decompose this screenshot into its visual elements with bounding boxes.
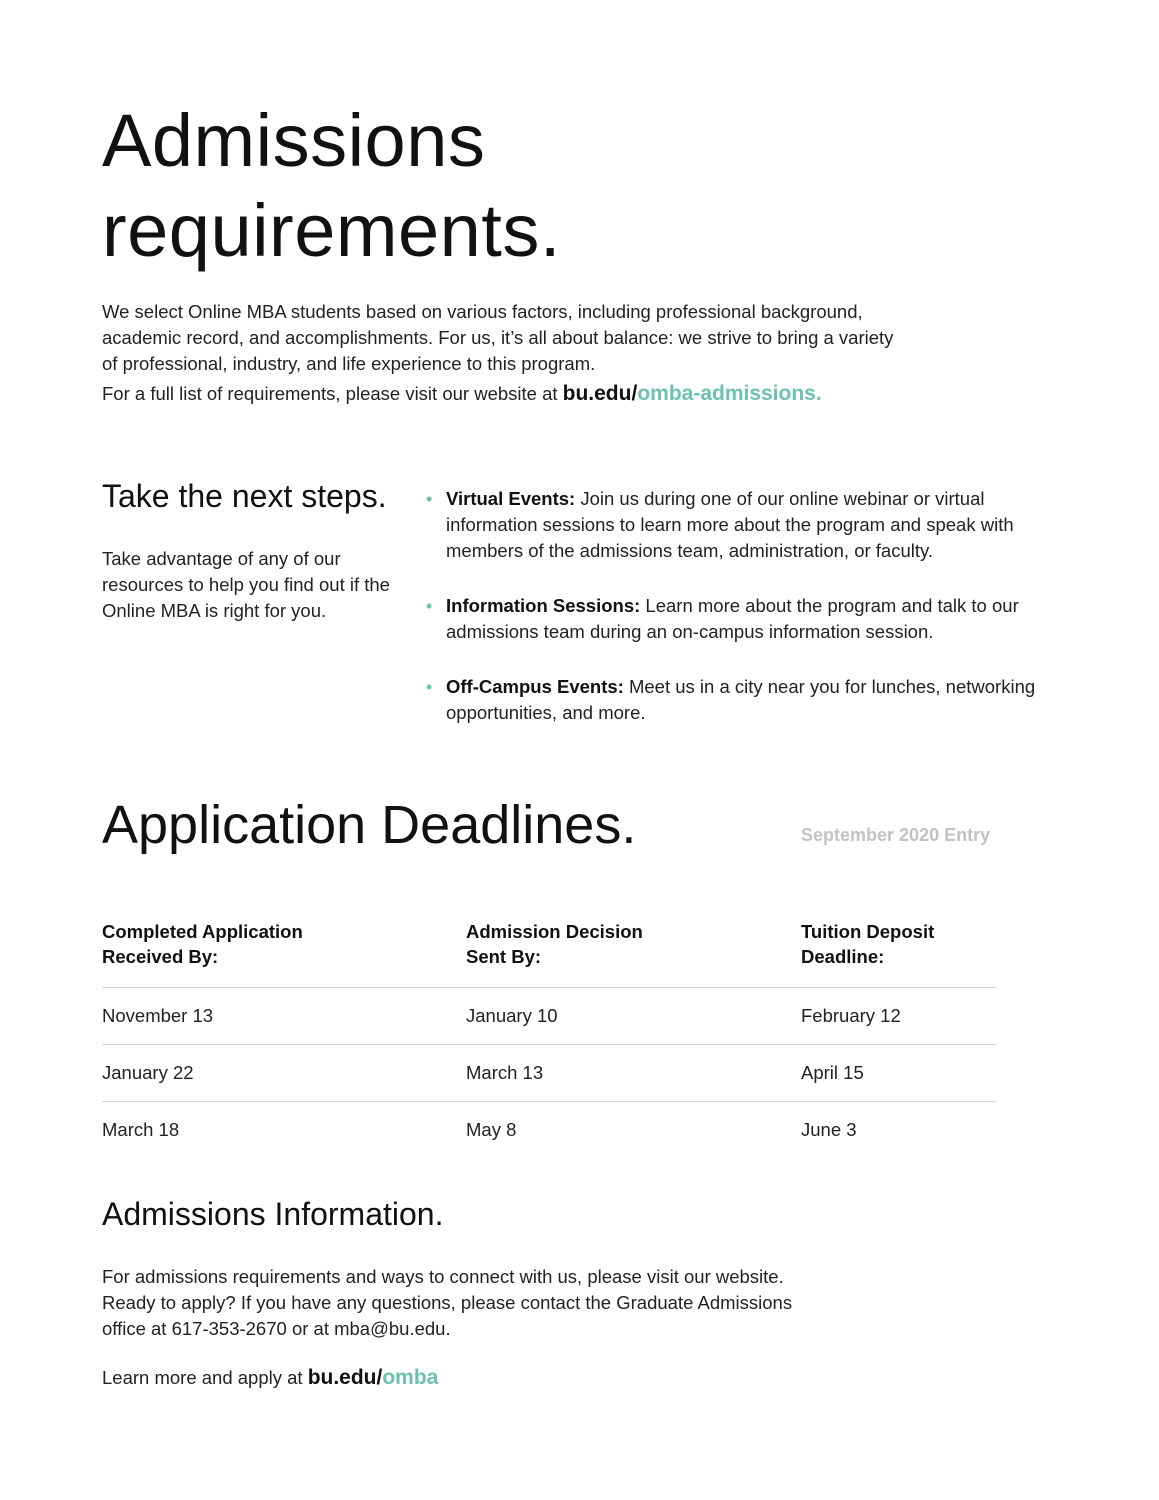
next-steps-description: Take advantage of any of our resources to help you find out if the Online MBA is right for you. xyxy=(102,548,390,621)
bullet-label: Virtual Events: xyxy=(446,488,576,509)
intro-visit-text: For a full list of requirements, please visit our website at xyxy=(102,383,563,404)
column-header-deposit xyxy=(801,919,996,987)
deadlines-heading: Application Deadlines. xyxy=(102,795,637,855)
table-cell: February 12 xyxy=(801,1005,901,1026)
link-path[interactable]: omba-admissions. xyxy=(637,382,822,405)
bullet-dot-icon: • xyxy=(426,677,433,697)
table-cell: January 10 xyxy=(466,1005,558,1026)
intro-paragraph: We select Online MBA students based on various factors, including professional background, academic record, and accomplishments. For us, it’s all about balance: we strive to bring a variety of professional, industry, and life experience to this program. xyxy=(102,301,894,374)
table-cell: November 13 xyxy=(102,1005,214,1026)
table-row xyxy=(102,1045,996,1102)
bullet-text: Join us during one of our online webinar or virtual information sessions to learn more about the program and speak with members of the admissions team, administration, or faculty. xyxy=(446,488,1014,561)
header-line: Sent By: xyxy=(466,946,542,967)
learn-more-line xyxy=(102,1364,438,1392)
bullet-dot-icon: • xyxy=(426,596,433,616)
table-cell: March 13 xyxy=(466,1062,544,1083)
header-line: Admission Decision xyxy=(466,921,643,942)
bullet-text: Meet us in a city near you for lunches, networking opportunities, and more. xyxy=(446,676,1036,723)
learn-more-text: Learn more and apply at xyxy=(102,1367,308,1388)
list-item-information-sessions xyxy=(426,593,1046,645)
table-cell: March 18 xyxy=(102,1119,180,1140)
page-title xyxy=(102,96,561,276)
link-host[interactable]: bu.edu/ xyxy=(307,1366,383,1389)
bullet-text: Learn more about the program and talk to our admissions team during an on-campus information session. xyxy=(446,595,1019,642)
intro-visit-line xyxy=(102,381,902,407)
header-line: Received By: xyxy=(102,946,219,967)
column-header-decision xyxy=(466,919,801,987)
bullet-label: Information Sessions: xyxy=(446,595,641,616)
entry-term-label: September 2020 Entry xyxy=(801,825,991,845)
list-item-off-campus-events xyxy=(426,674,1046,726)
table-cell: June 3 xyxy=(801,1119,857,1140)
table-row xyxy=(102,1102,996,1158)
link-host[interactable]: bu.edu/ xyxy=(562,382,638,405)
header-line: Completed Application xyxy=(102,921,303,942)
omba-admissions-link[interactable] xyxy=(563,383,822,404)
list-item-virtual-events xyxy=(426,486,1046,564)
header-line: Deadline: xyxy=(801,946,885,967)
deadlines-table xyxy=(102,919,996,1158)
admissions-info-text: For admissions requirements and ways to connect with us, please visit our website. Ready to apply? If you have any questions, please contact the Graduate Admissions office at 617-353-2670 or at mba@bu.edu. xyxy=(102,1266,793,1339)
table-header xyxy=(102,919,996,988)
column-header-received xyxy=(102,919,466,987)
table-row xyxy=(102,988,996,1045)
header-line: Tuition Deposit xyxy=(801,921,935,942)
link-path[interactable]: omba xyxy=(382,1366,439,1389)
next-steps-list xyxy=(426,486,1046,755)
next-steps-heading: Take the next steps. xyxy=(102,478,387,514)
table-cell: May 8 xyxy=(466,1119,517,1140)
admissions-info-heading: Admissions Information. xyxy=(102,1196,444,1232)
page-title-line-2: requirements. xyxy=(102,189,561,272)
table-cell: January 22 xyxy=(102,1062,194,1083)
intro-section xyxy=(102,299,902,407)
bullet-label: Off-Campus Events: xyxy=(446,676,624,697)
omba-link[interactable] xyxy=(308,1367,439,1388)
table-cell: April 15 xyxy=(801,1062,864,1083)
bullet-dot-icon: • xyxy=(426,489,433,509)
page-title-line-1: Admissions xyxy=(102,99,486,182)
